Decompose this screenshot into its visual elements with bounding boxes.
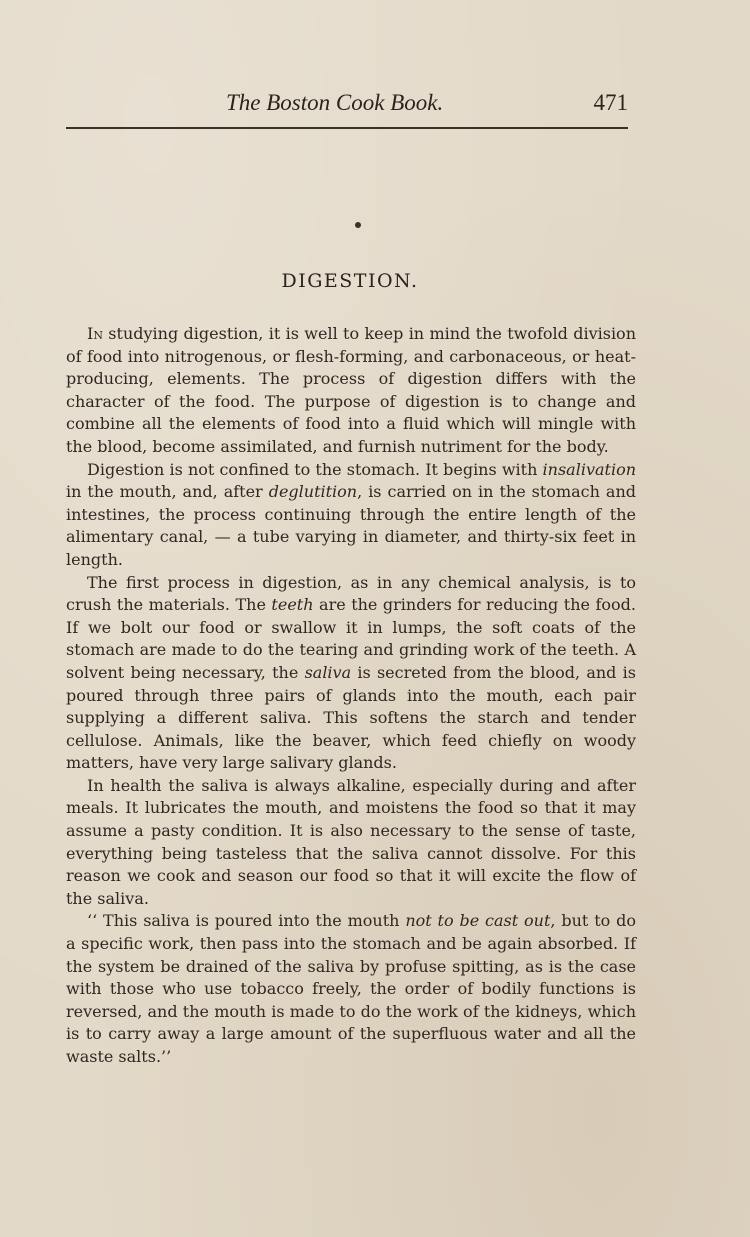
italic-term: not to be cast out bbox=[405, 911, 551, 931]
running-header bbox=[66, 82, 628, 122]
paragraph-text: , is carried on in the stomach and intestines, the process continuing through the entire length of the alimentary canal, — a tube varying in diameter, and thirty-six feet in length. bbox=[66, 482, 636, 569]
paragraph-text: is secreted from the blood, and is poured through three pairs of glands into the mouth, each pair supplying a different saliva. This softens the starch and tender cellulose. Animals, like the beaver, which feed chiefly on woody matters, have very large salivary glands. bbox=[66, 662, 636, 773]
paragraph bbox=[66, 775, 636, 911]
paragraph-text: The first process in digestion, as in any chemical analysis, is to crush the materials. The bbox=[66, 572, 636, 615]
italic-term: deglutition bbox=[268, 482, 358, 502]
paragraph-text: In health the saliva is always alkaline, especially during and after meals. It lubricates the mouth, and moistens the food so that it may assume a pasty condition. It is also necessary to the sense of taste, everything being tasteless that the saliva cannot dissolve. For this reason we cook and season our food so that it will excite the flow of the saliva. bbox=[66, 775, 636, 908]
paragraph-text: in the mouth, and, after bbox=[66, 482, 269, 502]
body-text bbox=[66, 323, 636, 1069]
drop-word: In bbox=[87, 324, 103, 343]
running-title: The Boston Cook Book. bbox=[226, 90, 444, 115]
paragraph-text: studying digestion, it is well to keep in mind the twofold division of food into nitrogenous, or flesh-forming, and carbonaceous, or heat-producing, elements. The process of digestion differs with the character of the food. The purpose of digestion is to change and combine all the elements of food into a fluid which will mingle with the blood, become assimilated, and furnish nutriment for the body. bbox=[66, 324, 636, 456]
paragraph bbox=[66, 572, 636, 775]
italic-term: insalivation bbox=[542, 459, 636, 479]
paragraph-text: Digestion is not confined to the stomach. It begins with bbox=[87, 459, 543, 479]
paragraph-text: , but to do a specific work, then pass into the stomach and be again absorbed. If the system be drained of the saliva by profuse spitting, as is the case with those who use tobacco freely, the order of bodily functions is reversed, and the mouth is made to do the work of the kidneys, which is to carry away a large amount of the superfluous water and all the waste salts.’’ bbox=[66, 911, 637, 1066]
paragraph-text: are the grinders for reducing the food. If we bolt our food or swallow it in lumps, the soft coats of the stomach are made to do the tearing and grinding work of the teeth. A solvent being necessary, the bbox=[66, 595, 636, 682]
paragraph bbox=[66, 910, 636, 1068]
paragraph bbox=[66, 323, 636, 459]
header-rule bbox=[66, 127, 628, 129]
ornament-dot bbox=[355, 222, 361, 228]
paragraph-text: ‘‘ This saliva is poured into the mouth bbox=[87, 911, 406, 931]
italic-term: saliva bbox=[304, 662, 352, 682]
page-number: 471 bbox=[593, 90, 628, 115]
paragraph bbox=[66, 459, 636, 572]
section-heading: DIGESTION. bbox=[281, 270, 419, 292]
italic-term: teeth bbox=[271, 595, 314, 615]
